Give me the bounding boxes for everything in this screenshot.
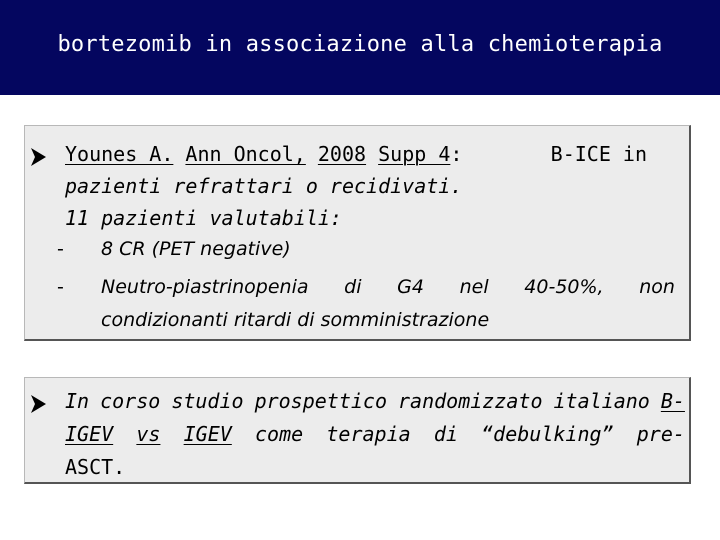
study-line-2 — [65, 422, 685, 446]
ref-author: Younes A. — [65, 142, 174, 166]
title-bar — [0, 0, 720, 95]
study-word: studio — [171, 389, 244, 413]
neutro-word: nel — [459, 276, 489, 298]
neutro-word: Neutro-piastrinopenia — [101, 276, 309, 298]
ref-colon: : — [450, 142, 463, 166]
evaluable-line: 11 pazienti valutabili: — [65, 206, 342, 230]
study-word: vs — [136, 422, 161, 446]
arrowhead-bullet-icon — [29, 146, 49, 168]
reference-box — [24, 125, 691, 341]
study-word: italiano — [553, 389, 650, 413]
study-word: terapia — [326, 422, 411, 446]
neutro-word: 40-50%, — [524, 276, 604, 298]
neutro-word: di — [344, 276, 362, 298]
study-word: In — [65, 389, 90, 413]
study-word: IGEV — [183, 422, 232, 446]
dash-bullet: - — [57, 238, 64, 260]
ref-year: 2008 — [317, 142, 367, 166]
study-word: “debulking” — [481, 422, 614, 446]
study-line-3: ASCT. — [65, 455, 126, 479]
ref-tail: B-ICE in — [550, 142, 647, 166]
study-word: di — [433, 422, 458, 446]
reference-line — [65, 142, 675, 166]
patients-line: pazienti refrattari o recidivati. — [65, 174, 463, 198]
slide-title: bortezomib in associazione alla chemioterapia — [57, 32, 663, 57]
study-word: pre- — [636, 422, 685, 446]
arrowhead-bullet-icon — [29, 393, 49, 415]
study-word: come — [255, 422, 304, 446]
sub-item-neutro-cont: condizionanti ritardi di somministrazione — [101, 309, 490, 331]
study-word: B- — [660, 389, 685, 413]
study-word: corso — [100, 389, 161, 413]
study-word: randomizzato — [398, 389, 543, 413]
dash-bullet: - — [57, 276, 64, 298]
study-line-1 — [65, 389, 685, 413]
sub-item-neutro — [101, 276, 675, 298]
study-word: prospettico — [254, 389, 388, 413]
neutro-word: G4 — [397, 276, 424, 298]
ref-journal: Ann Oncol, — [185, 142, 306, 166]
neutro-word: non — [639, 276, 675, 298]
ref-supp: Supp 4 — [378, 142, 451, 166]
study-word: IGEV — [65, 422, 114, 446]
study-box — [24, 377, 691, 484]
sub-item-cr: 8 CR (PET negative) — [101, 238, 291, 260]
